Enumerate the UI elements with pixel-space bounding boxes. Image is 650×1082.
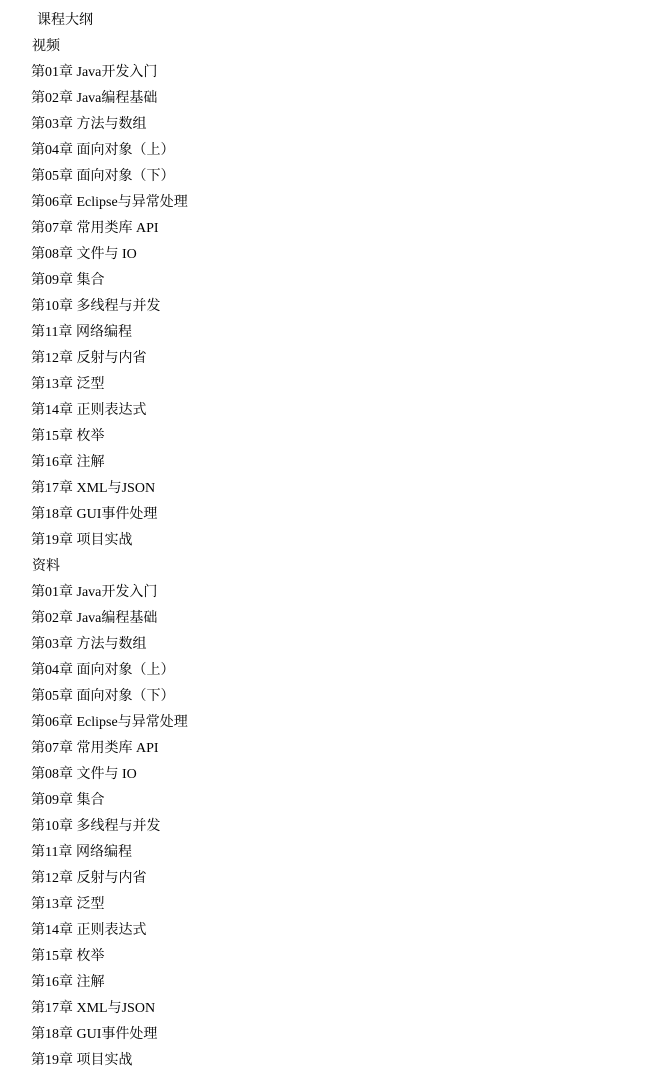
section-label: 资料 (32, 559, 60, 574)
chapter-item[interactable]: 第14章 正则表达式 (31, 923, 147, 938)
chapter-item[interactable]: 第16章 注解 (31, 455, 105, 470)
chapter-item[interactable]: 第10章 多线程与并发 (31, 299, 161, 314)
chapter-item[interactable]: 第01章 Java开发入门 (31, 585, 158, 600)
chapter-item[interactable]: 第07章 常用类库 API (31, 221, 159, 236)
chapter-item[interactable]: 第09章 集合 (31, 793, 105, 808)
page-title: 课程大纲 (37, 13, 93, 28)
chapter-item[interactable]: 第06章 Eclipse与异常处理 (31, 195, 188, 210)
chapter-item[interactable]: 第08章 文件与 IO (31, 767, 137, 782)
chapter-item[interactable]: 第04章 面向对象（上） (31, 143, 175, 158)
chapter-item[interactable]: 第03章 方法与数组 (31, 637, 147, 652)
chapter-item[interactable]: 第02章 Java编程基础 (31, 91, 158, 106)
section-label: 视频 (32, 39, 60, 54)
chapter-item[interactable]: 第19章 项目实战 (31, 533, 133, 548)
chapter-item[interactable]: 第11章 网络编程 (31, 325, 132, 340)
chapter-item[interactable]: 第19章 项目实战 (31, 1053, 133, 1068)
chapter-item[interactable]: 第03章 方法与数组 (31, 117, 147, 132)
chapter-item[interactable]: 第13章 泛型 (31, 897, 105, 912)
chapter-item[interactable]: 第12章 反射与内省 (31, 871, 147, 886)
chapter-item[interactable]: 第08章 文件与 IO (31, 247, 137, 262)
chapter-item[interactable]: 第04章 面向对象（上） (31, 663, 175, 678)
chapter-item[interactable]: 第17章 XML与JSON (31, 1001, 156, 1016)
chapter-item[interactable]: 第10章 多线程与并发 (31, 819, 161, 834)
chapter-item[interactable]: 第07章 常用类库 API (31, 741, 159, 756)
chapter-item[interactable]: 第05章 面向对象（下） (31, 689, 175, 704)
chapter-item[interactable]: 第01章 Java开发入门 (31, 65, 158, 80)
chapter-item[interactable]: 第14章 正则表达式 (31, 403, 147, 418)
chapter-item[interactable]: 第16章 注解 (31, 975, 105, 990)
chapter-item[interactable]: 第11章 网络编程 (31, 845, 132, 860)
chapter-item[interactable]: 第12章 反射与内省 (31, 351, 147, 366)
chapter-item[interactable]: 第02章 Java编程基础 (31, 611, 158, 626)
chapter-item[interactable]: 第18章 GUI事件处理 (31, 507, 158, 522)
chapter-item[interactable]: 第15章 枚举 (31, 429, 105, 444)
chapter-item[interactable]: 第17章 XML与JSON (31, 481, 156, 496)
chapter-item[interactable]: 第06章 Eclipse与异常处理 (31, 715, 188, 730)
chapter-item[interactable]: 第13章 泛型 (31, 377, 105, 392)
sections-root (31, 34, 650, 1074)
chapter-item[interactable]: 第05章 面向对象（下） (31, 169, 175, 184)
chapter-item[interactable]: 第09章 集合 (31, 273, 105, 288)
chapter-item[interactable]: 第18章 GUI事件处理 (31, 1027, 158, 1042)
chapter-item[interactable]: 第15章 枚举 (31, 949, 105, 964)
